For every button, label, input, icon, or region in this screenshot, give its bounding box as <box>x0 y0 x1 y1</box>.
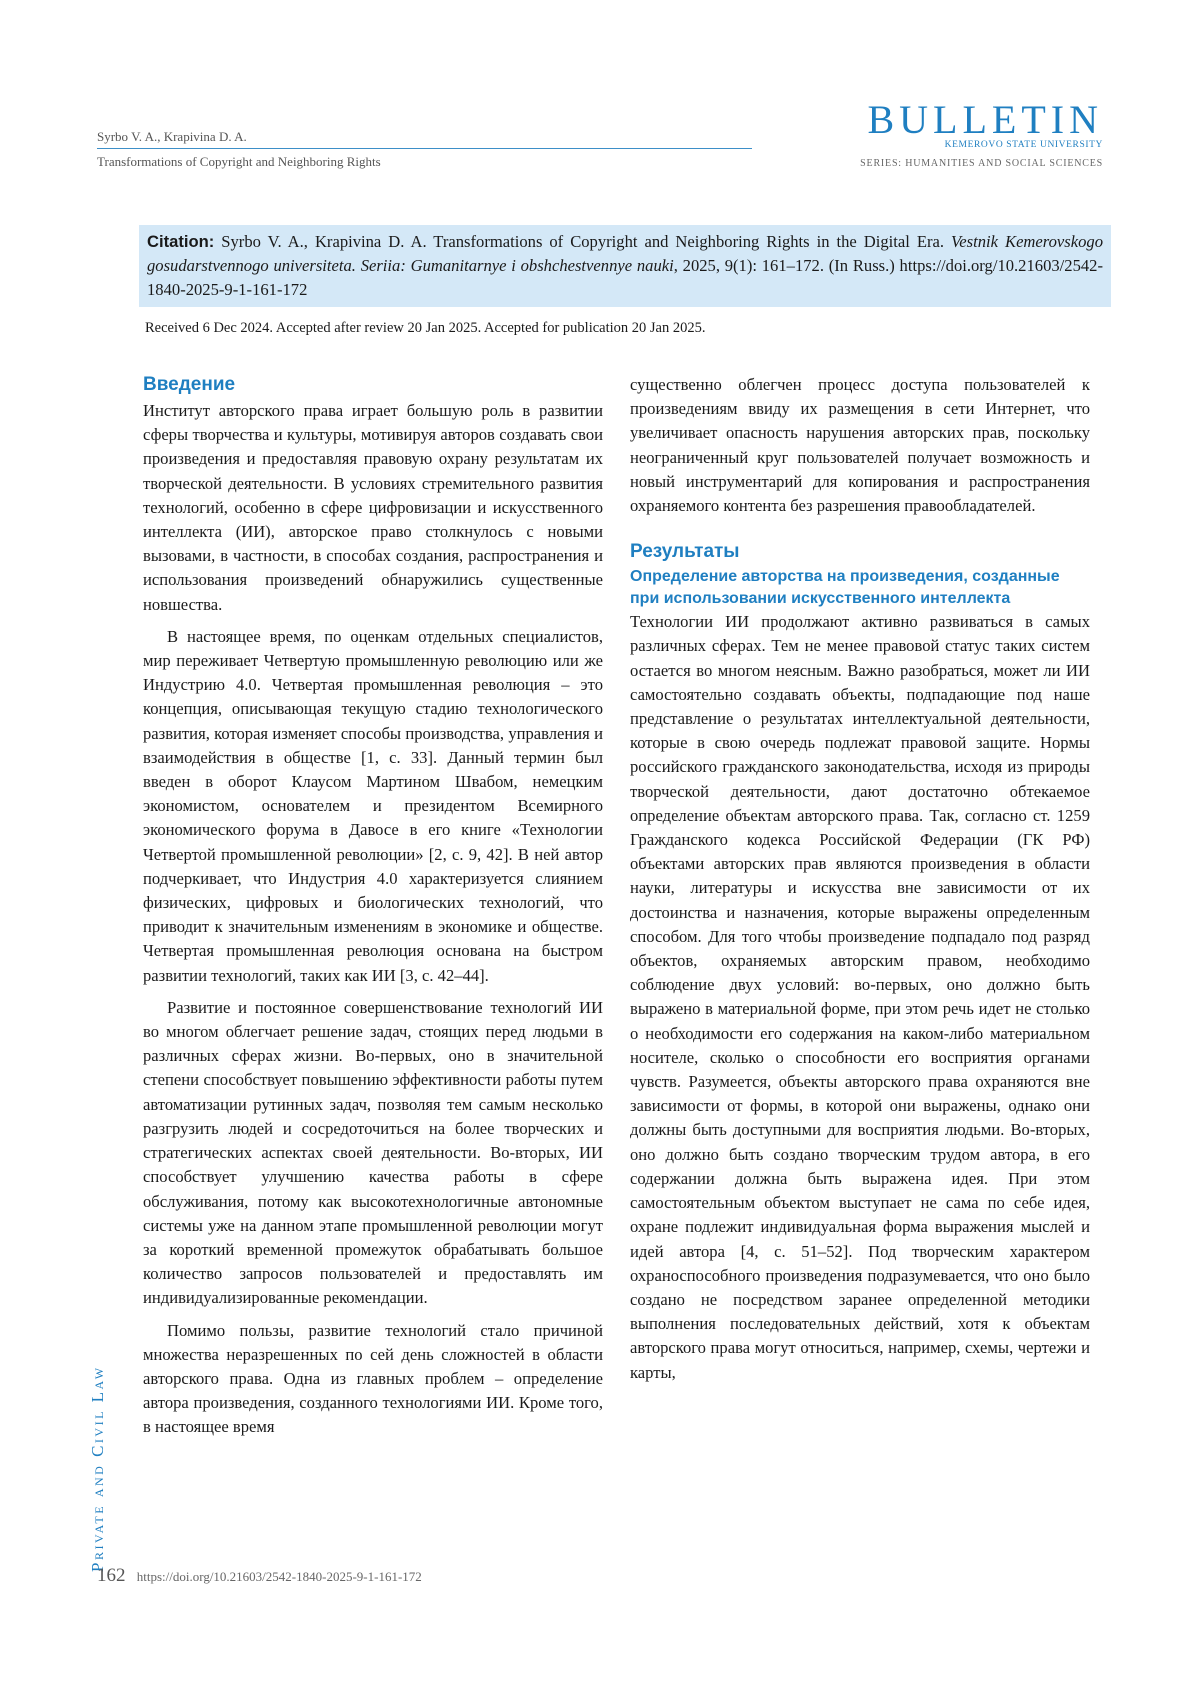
rubric-side-label: Private and Civil Law <box>88 1365 107 1572</box>
page-number: 162 <box>97 1565 126 1586</box>
paragraph: Институт авторского права играет большую роль в развитии сферы творчества и культуры, мотивируя авторов создавать свои произведения и предоставляя правовую охрану результатам их творческой деятельности. В условиях стремительного развития технологий, особенно в сфере цифровизации и искусственного интеллекта (ИИ), авторское право столкнулось с новыми вызовами, в частности, в способах создания, распространения и использования произведений обнаружились существенные новшества. <box>143 401 603 614</box>
section-heading-introduction: Введение <box>143 374 236 395</box>
citation-box <box>139 225 1111 307</box>
paragraph: Технологии ИИ продолжают активно развиваться в самых различных сферах. Тем не менее правовой статус таких систем остается во многом неясным. Важно разобраться, может ли ИИ самостоятельно создавать объекты, подпадающие под наше представление о результатах интеллектуальной деятельности, которые в свою очередь подлежат правовой защите. Нормы российского гражданского законодательства, исходя из природы творческой деятельности, дают достаточно обтекаемое определение объектам авторского права. Так, согласно ст. 1259 Гражданского кодекса Российской Федерации (ГК РФ) объектами авторских прав являются произведения в области науки, литературы и искусства вне зависимости от их достоинства и назначения, которые выражены определенным способом. Для того чтобы произведение подпадало под разряд объектов, охраняемых авторским правом, необходимо соблюдение двух условий: во-первых, оно должно быть выражено в материальной форме, при этом речь идет не столько о необходимости его содержания на каком-либо материальном носителе, сколько о способности его восприятия органами чувств. Разумеется, объекты авторского права охраняются вне зависимости от формы, в которой они выражены, однако они должны быть доступными для восприятия людьми. Во-вторых, оно должно быть создано творческим трудом автора, в его содержании должна быть выражена идея. При этом самостоятельным объектом выступает не сама по себе идея, охране подлежит индивидуальная форма выражения мыслей и идей автора [4, с. 51–52]. Под творческим характером охраноспособного произведения подразумевается, что оно было создано не посредством заранее определенной методики выполнения последовательных действий, хотя к объектам авторского права могут относиться, например, схемы, чертежи и карты, <box>630 612 1090 1382</box>
subsection-heading: Определение авторства на произведения, созданные при использовании искусственного интеллекта <box>630 568 1060 608</box>
left-column <box>143 373 603 1440</box>
citation-label: Citation: <box>147 232 215 251</box>
journal-title: BULLETIN <box>867 97 1103 142</box>
right-column <box>630 373 1090 1385</box>
paragraph: Развитие и постоянное совершенствование технологий ИИ во многом облегчает решение задач, стоящих перед людьми в различных сферах жизни. Во-первых, оно в значительной степени способствует повышению эффективности работы путем автоматизации рутинных задач, позволяя тем самым несколько разгрузить людей и сосредоточиться на более творческих и стратегических аспектах своей деятельности. Во-вторых, ИИ способствует улучшению качества работы в сфере обслуживания, потому как высокотехнологичные автономные системы уже на данном этапе промышленной революции могут за короткий временной промежуток обрабатывать большое количество запросов пользователей и предоставлять им индивидуализированные рекомендации. <box>143 997 603 1308</box>
running-header <box>97 128 752 171</box>
received-dates: Received 6 Dec 2024. Accepted after review 20 Jan 2025. Accepted for publication 20 Jan 2025. <box>145 320 706 336</box>
page-footer <box>97 1565 422 1587</box>
header-subtitle: Transformations of Copyright and Neighboring Rights <box>97 154 381 169</box>
journal-university: KEMEROVO STATE UNIVERSITY <box>944 140 1103 150</box>
citation-details: , 2025, 9(1): 161–172. (In Russ.) https://doi.org/10.21603/2542-1840-2025-9-1-161-172 <box>147 256 1103 299</box>
paragraph: В настоящее время, по оценкам отдельных специалистов, мир переживает Четвертую промышленную революцию или же Индустрию 4.0. Четвертая промышленная революция – это концепция, описывающая текущую стадию технологического развития, которая изменяет способы производства, управления и взаимодействия в обществе [1, с. 33]. Данный термин был введен в оборот Клаусом Мартином Швабом, немецким экономистом, основателем и президентом Всемирного экономического форума в Давосе в его книге «Технологии Четвертой промышленной революции» [2, с. 9, 42]. В ней автор подчеркивает, что Индустрия 4.0 характеризуется слиянием физических, цифровых и биологических технологий, что приводит к значительным изменениям в экономике и обществе. Четвертая промышленная революция основана на быстром развитии технологий, таких как ИИ [3, с. 42–44]. <box>143 626 603 985</box>
section-spacer <box>630 518 1090 540</box>
header-authors: Syrbo V. A., Krapivina D. A. <box>97 128 752 149</box>
journal-series: SERIES: HUMANITIES AND SOCIAL SCIENCES <box>860 158 1103 169</box>
paragraph: существенно облегчен процесс доступа пользователей к произведениям ввиду их размещения в сети Интернет, что увеличивает опасность нарушения авторских прав, поскольку неограниченный круг пользователей получает возможность и новый инструментарий для копирования и распространения охраняемого контента без разрешения правообладателей. <box>630 375 1090 516</box>
citation-journal: Vestnik Kemerovskogo gosudarstvennogo universiteta. Seriia: Gumanitarnye i obshchestvennye nauki <box>147 232 1104 275</box>
footer-doi: https://doi.org/10.21603/2542-1840-2025-9-1-161-172 <box>136 1569 422 1584</box>
citation-text: Syrbo V. A., Krapivina D. A. Transformations of Copyright and Neighboring Rights in the Digital Era. <box>214 232 952 251</box>
paragraph: Помимо пользы, развитие технологий стало причиной множества неразрешенных по сей день сложностей в области авторского права. Одна из главных проблем – определение автора произведения, созданного технологиями ИИ. Кроме того, в настоящее время <box>143 1320 603 1437</box>
journal-logo <box>860 97 1103 170</box>
section-heading-results: Результаты <box>630 541 740 563</box>
